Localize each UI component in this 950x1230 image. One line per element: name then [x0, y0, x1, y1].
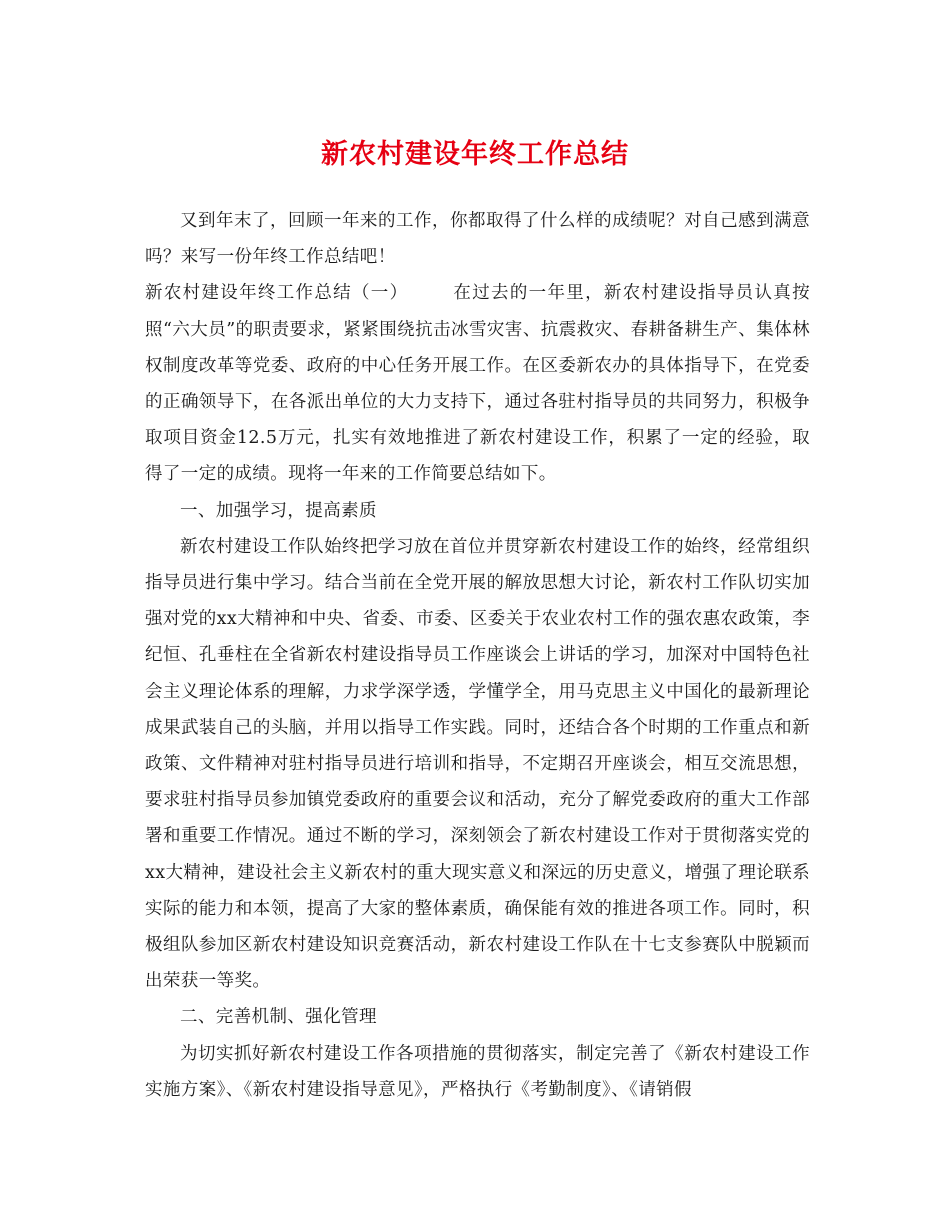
subtitle-text: 新农村建设年终工作总结（一）: [145, 283, 409, 304]
section1-paragraph: 新农村建设工作队始终把学习放在首位并贯穿新农村建设工作的始终，经常组织指导员进行集中学习。结合当前在全党开展的解放思想大讨论，新农村工作队切实加强对党的xx大精神和中央、省委、市委、区委关于农业农村工作的强农惠农政策，李纪恒、孔垂柱在全省新农村建设指导员工作座谈会上讲话的学习，加深对中国特色社会主义理论体系的理解，力求学深学透，学懂学全，用马克思主义中国化的最新理论成果武装自己的头脑，并用以指导工作实践。同时，还结合各个时期的工作重点和新政策、文件精神对驻村指导员进行培训和指导，不定期召开座谈会，相互交流思想，要求驻村指导员参加镇党委政府的重要会议和活动，充分了解党委政府的重大工作部署和重要工作情况。通过不断的学习，深刻领会了新农村建设工作对于贯彻落实党的xx大精神，建设社会主义新农村的重大现实意义和深远的历史意义，增强了理论联系实际的能力和本领，提高了大家的整体素质，确保能有效的推进各项工作。同时，积极组队参加区新农村建设知识竞赛活动，新农村建设工作队在十七支参赛队中脱颖而出荣获一等奖。: [145, 536, 810, 992]
document-title: 新农村建设年终工作总结: [321, 139, 629, 170]
summary-paragraph: [145, 275, 810, 492]
section2-heading: 二、完善机制、强化管理: [180, 1007, 377, 1028]
document-body: [145, 203, 810, 1108]
summary-text: 在过去的一年里，新农村建设指导员认真按照“六大员”的职责要求，紧紧围绕抗击冰雪灾害、抗震救灾、春耕备耕生产、集体林权制度改革等党委、政府的中心任务开展工作。在区委新农办的具体指导下，在党委的正确领导下，在各派出单位的大力支持下，通过各驻村指导员的共同努力，积极争取项目资金12.5万元，扎实有效地推进了新农村建设工作，积累了一定的经验，取得了一定的成绩。现将一年来的工作简要总结如下。: [145, 283, 810, 485]
section1-heading: 一、加强学习，提高素质: [180, 500, 377, 521]
intro-paragraph: 又到年末了，回顾一年来的工作，你都取得了什么样的成绩呢？对自己感到满意吗？来写一份年终工作总结吧！: [145, 211, 810, 268]
section2-paragraph: 为切实抓好新农村建设工作各项措施的贯彻落实，制定完善了《新农村建设工作实施方案》、《新农村建设指导意见》，严格执行《考勤制度》、《请销假: [145, 1043, 810, 1100]
